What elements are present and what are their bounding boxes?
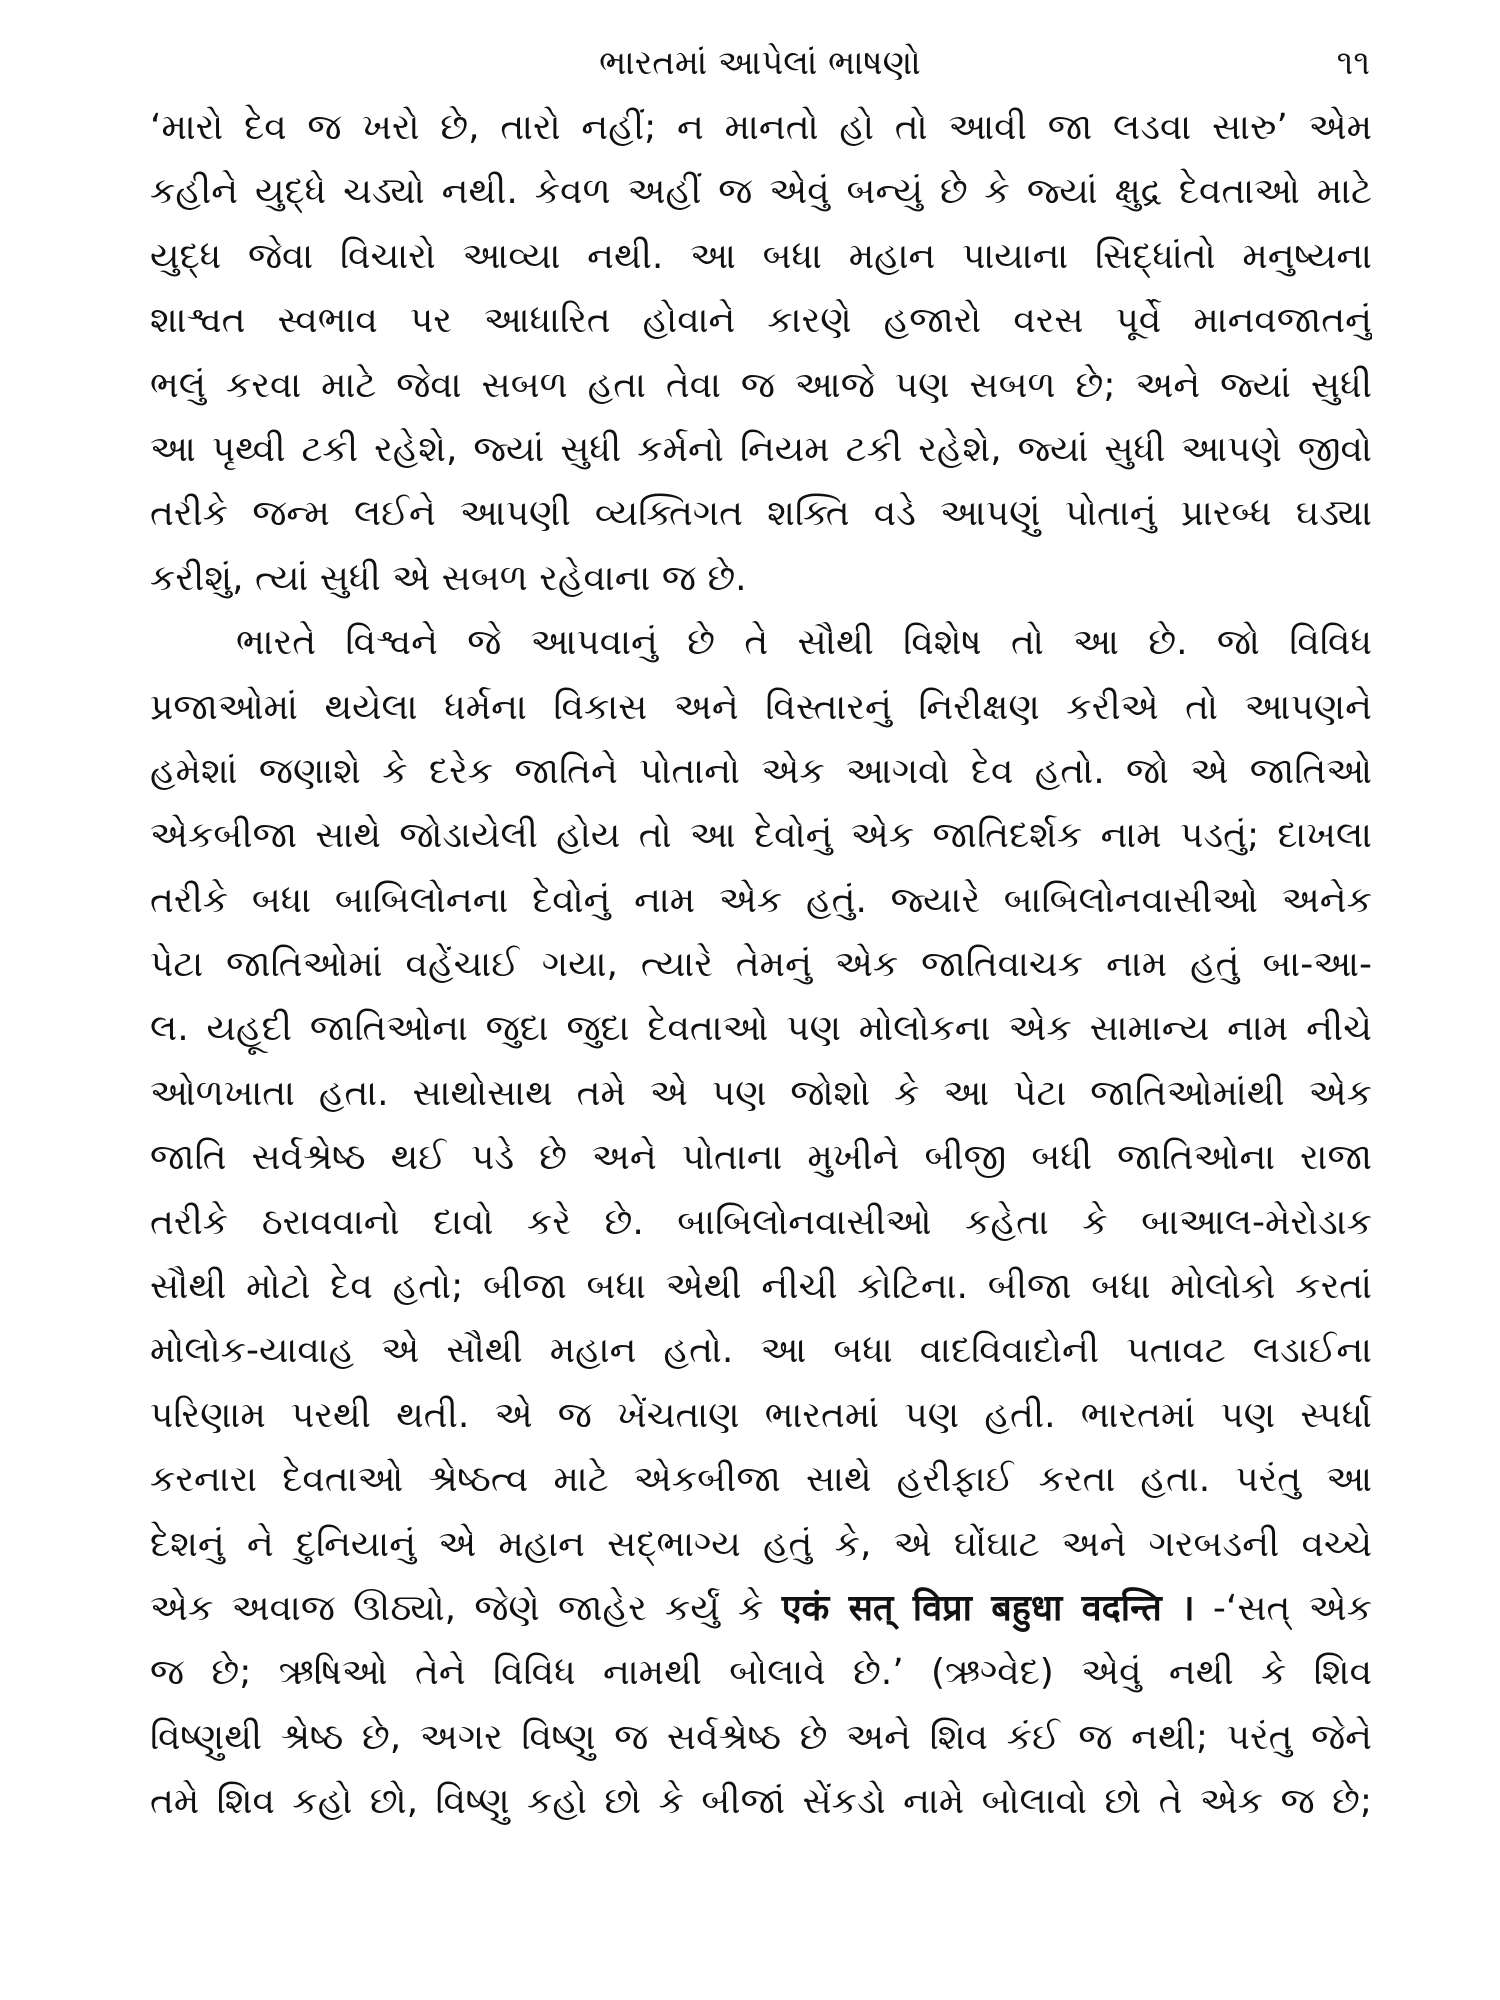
text-line: વિષ્ણુથી શ્રેષ્ઠ છે, અગર વિષ્ણુ જ સર્વશ્રેષ્ઠ છે અને શિવ કંઈ જ નથી; પરંતુ જેને [150, 1716, 1372, 1758]
text-line: દેશનું ને દુનિયાનું એ મહાન સદ્‌ભાગ્ય હતું કે, એ ઘોંઘાટ અને ગરબડની વચ્ચે [150, 1523, 1372, 1565]
text-line: આ પૃથ્વી ટકી રહેશે, જ્યાં સુધી કર્મનો નિયમ ટકી રહેશે, જ્યાં સુધી આપણે જીવો [150, 428, 1372, 470]
text-line: સૌથી મોટો દેવ હતો; બીજા બધા એથી નીચી કોટિના. બીજા બધા મોલોકો કરતાં [150, 1266, 1372, 1308]
paragraph-end-line: કરીશું, ત્યાં સુધી એ સબળ રહેવાના જ છે. [150, 557, 747, 599]
text-line: કહીને યુદ્ધે ચડ્યો નથી. કેવળ અહીં જ એવું બન્યું છે કે જ્યાં ક્ષુદ્ર દેવતાઓ માટે [150, 171, 1372, 213]
text-line: પ્રજાઓમાં થયેલા ધર્મના વિકાસ અને વિસ્તારનું નિરીક્ષણ કરીએ તો આપણને [150, 686, 1372, 728]
text-line: ભલું કરવા માટે જેવા સબળ હતા તેવા જ આજે પણ સબળ છે; અને જ્યાં સુધી [150, 364, 1372, 406]
text-line: જ છે; ઋષિઓ તેને વિવિધ નામથી બોલાવે છે.’ (ઋગ્વેદ) એવું નથી કે શિવ [150, 1652, 1372, 1694]
quote-translation-start: -‘સત્ એક [1194, 1587, 1372, 1629]
running-header-title: ભારતમાં આપેલાં ભાષણો [599, 43, 921, 83]
sanskrit-quote-line [150, 1577, 1372, 1641]
page-number: ૧૧ [1336, 43, 1370, 83]
text-line: એકબીજા સાથે જોડાયેલી હોય તો આ દેવોનું એક જાતિદર્શક નામ પડતું; દાખલા [150, 815, 1372, 857]
text-line: તરીકે બધા બાબિલોનના દેવોનું નામ એક હતું. જ્યારે બાબિલોનવાસીઓ અનેક [150, 879, 1372, 921]
text-line: ઓળખાતા હતા. સાથોસાથ તમે એ પણ જોશો કે આ પેટા જાતિઓમાંથી એક [150, 1072, 1372, 1114]
paragraph-start-line: ભારતે વિશ્વને જે આપવાનું છે તે સૌથી વિશેષ તો આ છે. જો વિવિધ [236, 622, 1372, 664]
running-header [150, 38, 1370, 88]
text-line: પેટા જાતિઓમાં વહેંચાઈ ગયા, ત્યારે તેમનું એક જાતિવાચક નામ હતું બા-આ- [150, 944, 1372, 986]
text-line: જાતિ સર્વશ્રેષ્ઠ થઈ પડે છે અને પોતાના મુખીને બીજી બધી જાતિઓના રાજા [150, 1137, 1372, 1179]
text-line: લ. યહૂદી જાતિઓના જુદા જુદા દેવતાઓ પણ મોલોકના એક સામાન્ય નામ નીચે [150, 1008, 1372, 1050]
text-line: કરનારા દેવતાઓ શ્રેષ્ઠત્વ માટે એકબીજા સાથે હરીફાઈ કરતા હતા. પરંતુ આ [150, 1459, 1372, 1501]
text-line: પરિણામ પરથી થતી. એ જ ખેંચતાણ ભારતમાં પણ હતી. ભારતમાં પણ સ્પર્ધા [150, 1394, 1372, 1436]
text-line: તમે શિવ કહો છો, વિષ્ણુ કહો છો કે બીજાં સેંકડો નામે બોલાવો છો તે એક જ છે; [150, 1781, 1372, 1823]
text-line: તરીકે જન્મ લઈને આપણી વ્યક્તિગત શક્તિ વડે આપણું પોતાનું પ્રારબ્ધ ઘડ્યા [150, 493, 1372, 535]
text-line: શાશ્વત સ્વભાવ પર આધારિત હોવાને કારણે હજારો વરસ પૂર્વે માનવજાતનું [150, 300, 1372, 342]
text-line: હમેશાં જણાશે કે દરેક જાતિને પોતાનો એક આગવો દેવ હતો. જો એ જાતિઓ [150, 750, 1372, 792]
body-text [150, 96, 1372, 1835]
quote-lead-text: એક અવાજ ઊઠ્યો, જેણે જાહેર કર્યું કે [150, 1587, 782, 1629]
text-line: તરીકે ઠરાવવાનો દાવો કરે છે. બાબિલોનવાસીઓ કહેતા કે બાઆલ-મેરોડાક [150, 1201, 1372, 1243]
sanskrit-verse: एकं सत् विप्रा बहुधा वदन्ति । [781, 1587, 1195, 1629]
text-line: યુદ્ધ જેવા વિચારો આવ્યા નથી. આ બધા મહાન પાયાના સિદ્ધાંતો મનુષ્યના [150, 235, 1372, 277]
text-line: મોલોક-યાવાહ એ સૌથી મહાન હતો. આ બધા વાદવિવાદોની પતાવટ લડાઈના [150, 1330, 1372, 1372]
text-line: ‘મારો દેવ જ ખરો છે, તારો નહીં; ન માનતો હો તો આવી જા લડવા સારુ’ એમ [150, 107, 1372, 148]
